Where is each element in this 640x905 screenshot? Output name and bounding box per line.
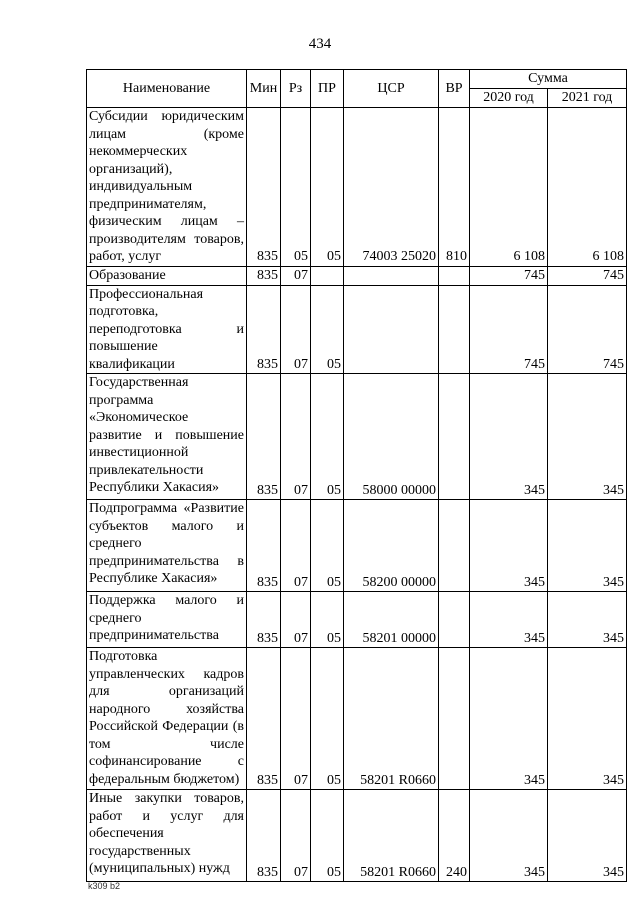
row-2021: 745 bbox=[548, 266, 627, 285]
row-vr: 810 bbox=[439, 108, 470, 267]
row-2021: 6 108 bbox=[548, 108, 627, 267]
row-2021: 345 bbox=[548, 500, 627, 592]
row-min: 835 bbox=[247, 285, 281, 374]
row-rz: 07 bbox=[281, 374, 311, 500]
header-name: Наименование bbox=[87, 70, 247, 108]
table-row bbox=[87, 374, 627, 500]
row-2020: 6 108 bbox=[470, 108, 548, 267]
row-csr: 58000 00000 bbox=[344, 374, 439, 500]
header-year-2020: 2020 год bbox=[470, 89, 548, 108]
row-2021: 345 bbox=[548, 790, 627, 882]
row-2020: 345 bbox=[470, 790, 548, 882]
row-csr: 58201 R0660 bbox=[344, 790, 439, 882]
row-csr bbox=[344, 266, 439, 285]
row-vr bbox=[439, 285, 470, 374]
row-pr: 05 bbox=[311, 790, 344, 882]
header-rz: Рз bbox=[281, 70, 311, 108]
row-name: Субсидии юридическим лицам (кроме некоммерческих организаций), индивидуальным предпринимателям, физическим лицам – производителям товаров, работ, услуг bbox=[87, 108, 247, 267]
row-2020: 745 bbox=[470, 266, 548, 285]
header-sum: Сумма bbox=[470, 70, 627, 89]
row-pr: 05 bbox=[311, 648, 344, 790]
row-csr: 58200 00000 bbox=[344, 500, 439, 592]
row-pr bbox=[311, 266, 344, 285]
footer-code: k309 b2 bbox=[88, 881, 121, 891]
row-name: Иные закупки товаров, работ и услуг для обеспечения государственных (муниципальных) нужд bbox=[87, 790, 247, 882]
row-csr: 58201 R0660 bbox=[344, 648, 439, 790]
row-name: Поддержка малого и среднего предпринимательства bbox=[87, 592, 247, 648]
row-pr: 05 bbox=[311, 592, 344, 648]
row-2021: 345 bbox=[548, 592, 627, 648]
row-2021: 345 bbox=[548, 374, 627, 500]
header-vr: ВР bbox=[439, 70, 470, 108]
header-min: Мин bbox=[247, 70, 281, 108]
row-min: 835 bbox=[247, 648, 281, 790]
row-csr: 74003 25020 bbox=[344, 108, 439, 267]
row-name: Профессиональная подготовка, переподготовка и повышение квалификации bbox=[87, 285, 247, 374]
row-min: 835 bbox=[247, 266, 281, 285]
row-2020: 345 bbox=[470, 500, 548, 592]
row-name: Подпрограмма «Развитие субъектов малого и среднего предпринимательства в Республике Хакасия» bbox=[87, 500, 247, 592]
table-row bbox=[87, 790, 627, 882]
row-pr: 05 bbox=[311, 500, 344, 592]
row-rz: 07 bbox=[281, 266, 311, 285]
row-2020: 345 bbox=[470, 648, 548, 790]
row-rz: 07 bbox=[281, 592, 311, 648]
row-rz: 07 bbox=[281, 648, 311, 790]
row-vr: 240 bbox=[439, 790, 470, 882]
row-vr bbox=[439, 592, 470, 648]
row-name: Образование bbox=[87, 266, 247, 285]
row-2020: 345 bbox=[470, 592, 548, 648]
row-min: 835 bbox=[247, 108, 281, 267]
row-2020: 745 bbox=[470, 285, 548, 374]
row-vr bbox=[439, 374, 470, 500]
row-pr: 05 bbox=[311, 374, 344, 500]
row-rz: 07 bbox=[281, 790, 311, 882]
page-number: 434 bbox=[308, 36, 332, 52]
row-2021: 745 bbox=[548, 285, 627, 374]
row-rz: 05 bbox=[281, 108, 311, 267]
table-row bbox=[87, 108, 627, 267]
row-rz: 07 bbox=[281, 285, 311, 374]
table-row bbox=[87, 500, 627, 592]
row-2021: 345 bbox=[548, 648, 627, 790]
row-name: Подготовка управленческих кадров для организаций народного хозяйства Российской Федерации (в том числе софинансирование с федеральным бюджетом) bbox=[87, 648, 247, 790]
row-vr bbox=[439, 648, 470, 790]
row-min: 835 bbox=[247, 500, 281, 592]
row-rz: 07 bbox=[281, 500, 311, 592]
row-csr: 58201 00000 bbox=[344, 592, 439, 648]
row-min: 835 bbox=[247, 592, 281, 648]
header-csr: ЦСР bbox=[344, 70, 439, 108]
row-min: 835 bbox=[247, 790, 281, 882]
table-row bbox=[87, 592, 627, 648]
row-pr: 05 bbox=[311, 108, 344, 267]
row-csr bbox=[344, 285, 439, 374]
budget-table bbox=[86, 69, 627, 882]
row-vr bbox=[439, 266, 470, 285]
row-name: Государственная программа «Экономическое развитие и повышение инвестиционной привлекательности Республики Хакасия» bbox=[87, 374, 247, 500]
table-row bbox=[87, 648, 627, 790]
header-pr: ПР bbox=[311, 70, 344, 108]
row-2020: 345 bbox=[470, 374, 548, 500]
header-year-2021: 2021 год bbox=[548, 89, 627, 108]
row-pr: 05 bbox=[311, 285, 344, 374]
table-row bbox=[87, 266, 627, 285]
row-vr bbox=[439, 500, 470, 592]
table-row bbox=[87, 285, 627, 374]
row-min: 835 bbox=[247, 374, 281, 500]
header-row bbox=[87, 70, 627, 89]
